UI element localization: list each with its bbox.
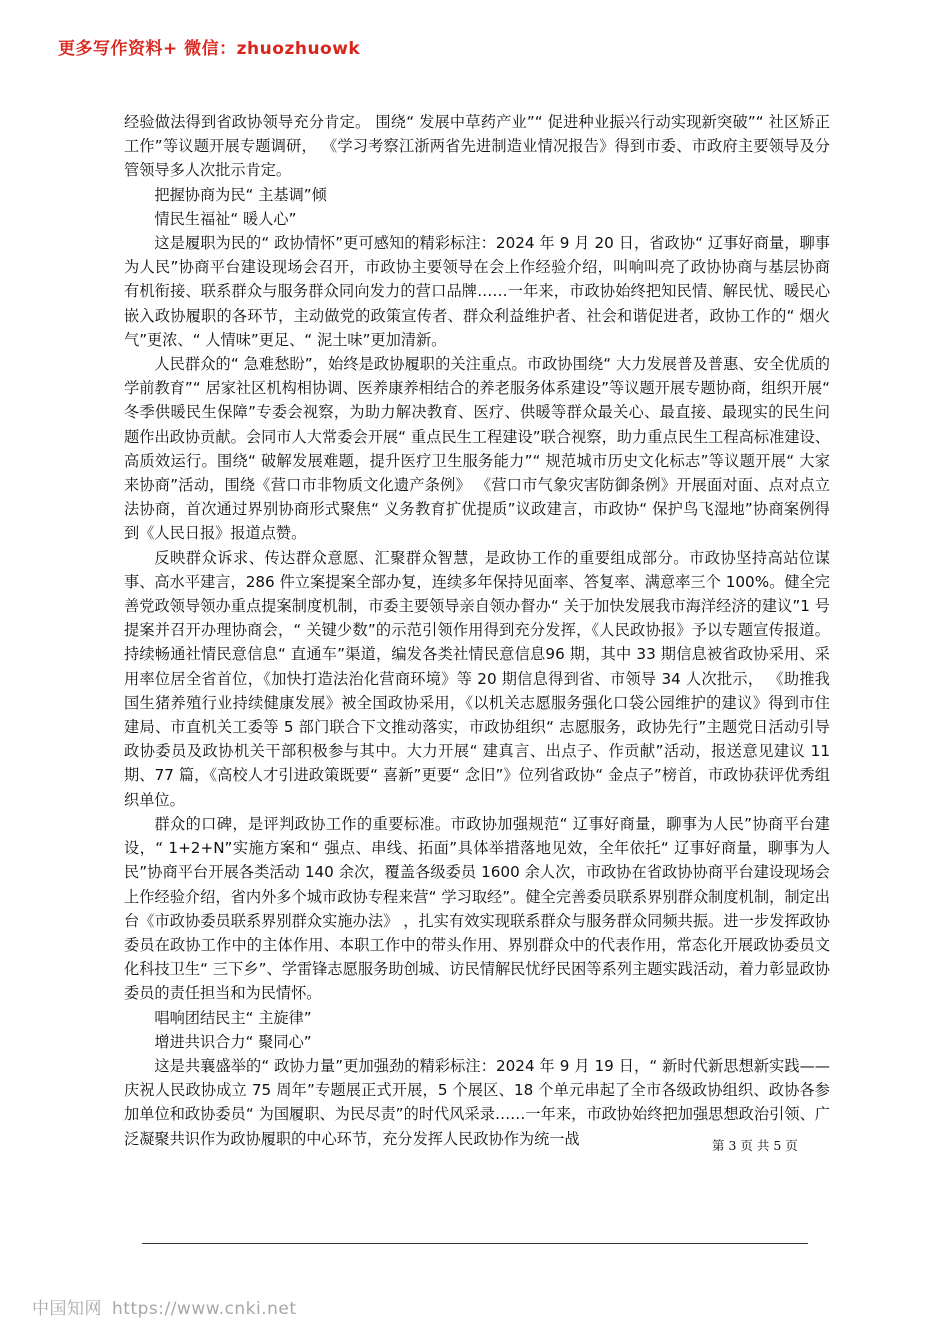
wechat-promo-banner: 更多写作资料+ 微信：zhuozhuowk [58,39,361,59]
section-subheading: 把握协商为民“ 主基调”倾 [154,185,327,204]
page-number: 第 3 页 共 5 页 [712,1138,798,1153]
section-subheading: 增进共识合力“ 聚同心” [154,1032,312,1051]
paragraph: 经验做法得到省政协领导充分肯定。 围绕“ 发展中草药产业”“ 促进种业振兴行动实现新突破”“ 社区矫正工作”等议题开展专题调研， 《学习考察江浙两省先进制造业情况报告》得到市委、市政府主要领导及分管领导多人次批示肯定。 [124,113,830,180]
paragraph: 这是共襄盛举的“ 政协力量”更加强劲的精彩标注：2024 年 9 月 19 日，“ 新时代新思想新实践——庆祝人民政协成立 75 周年”专题展正式开展，5 个展区、18 个单元串起了全市各级政协组织、政协各参加单位和政协委员“ 为国履职、为民尽责”的时代风采录……一年来，市政协始终把加强思想政治引领、广泛凝聚共识作为政协履职的中心环节，充分发挥人民政协作为统一战 [124,1056,830,1148]
paragraph: 这是履职为民的“ 政协情怀”更可感知的精彩标注：2024 年 9 月 20 日，省政协“ 辽事好商量，聊事为人民”协商平台建设现场会召开，市政协主要领导在会上作经验介绍，叫响叫亮了政协协商与基层协商有机衔接、联系群众与服务群众同向发力的营口品牌……一年来，市政协始终把知民情、解民忧、暖民心嵌入政协履职的各环节，主动做党的政策宣传者、群众利益维护者、社会和谐促进者，政协工作的“ 烟火气”更浓、“ 人情味”更足、“ 泥土味”更加清新。 [124,234,830,349]
cnki-logo-text: 中国知网 [32,1299,102,1319]
paragraph: 群众的口碑，是评判政协工作的重要标准。市政协加强规范“ 辽事好商量，聊事为人民”协商平台建设，“ 1+2+N”实施方案和“ 强点、串线、拓面”具体举措落地见效，全年依托“ 辽事好商量，聊事为人民”协商平台开展各类活动 140 余次，覆盖各级委员 1600 余人次，市政协在省政协协商平台建设现场会上作经验介绍，省内外多个城市政协专程来营“ 学习取经”。健全完善委员联系界别群众制度机制，制定出台《市政协委员联系界别群众实施办法》 ，扎实有效实现联系群众与服务群众同频共振。进一步发挥政协委员在政协工作中的主体作用、本职工作中的带头作用、界别群众中的代表作用，常态化开展政协委员文化科技卫生“ 三下乡”、学雷锋志愿服务助创城、访民情解民忧纾民困等系列主题实践活动，着力彰显政协委员的责任担当和为民情怀。 [124,814,830,1003]
footer-divider [142,1243,808,1244]
cnki-watermark [32,1294,296,1319]
section-subheading: 情民生福祉“ 暖人心” [154,209,297,228]
paragraph: 反映群众诉求、传达群众意愿、汇聚群众智慧，是政协工作的重要组成部分。市政协坚持高站位谋事、高水平建言，286 件立案提案全部办复，连续多年保持见面率、答复率、满意率三个 100%。健全完善党政领导领办重点提案制度机制，市委主要领导亲自领办督办“ 关于加快发展我市海洋经济的建议”1 号提案并召开办理协商会，“ 关键少数”的示范引领作用得到充分发挥，《人民政协报》予以专题宣传报道。持续畅通社情民意信息“ 直通车”渠道，编发各类社情民意信息96 期，其中 33 期信息被省政协采用、采用率位居全省首位，《加快打造法治化营商环境》等 20 期信息得到省、市领导 34 人次批示， 《助推我国生猪养殖行业持续健康发展》被全国政协采用，《以机关志愿服务强化口袋公园维护的建议》得到市住建局、市直机关工委等 5 部门联合下文推动落实，市政协组织“ 志愿服务，政协先行”主题党日活动引导政协委员及政协机关干部积极参与其中。大力开展“ 建真言、出点子、作贡献”活动，报送意见建议 11 期、77 篇，《高校人才引进政策既要“ 喜新”更要“ 念旧”》位列省政协“ 金点子”榜首，市政协获评优秀组织单位。 [124,548,830,809]
section-subheading: 唱响团结民主“ 主旋律” [154,1008,312,1027]
document-body [124,110,830,1151]
cnki-url[interactable]: https://www.cnki.net [112,1299,297,1319]
paragraph: 人民群众的“ 急难愁盼”，始终是政协履职的关注重点。市政协围绕“ 大力发展普及普惠、安全优质的学前教育”“ 居家社区机构相协调、医养康养相结合的养老服务体系建设”等议题开展专题协商，组织开展“ 冬季供暖民生保障”专委会视察，为助力解决教育、医疗、供暖等群众最关心、最直接、最现实的民生问题作出政协贡献。会同市人大常委会开展“ 重点民生工程建设”联合视察，助力重点民生工程高标准建设、高质效运行。围绕“ 破解发展难题，提升医疗卫生服务能力”“ 规范城市历史文化标志”等议题开展“ 大家来协商”活动，围绕《营口市非物质文化遗产条例》 《营口市气象灾害防御条例》开展面对面、点对点立法协商，首次通过界别协商形式聚焦“ 义务教育扩优提质”议政建言，市政协“ 保护鸟飞湿地”协商案例得到《人民日报》报道点赞。 [124,355,830,543]
